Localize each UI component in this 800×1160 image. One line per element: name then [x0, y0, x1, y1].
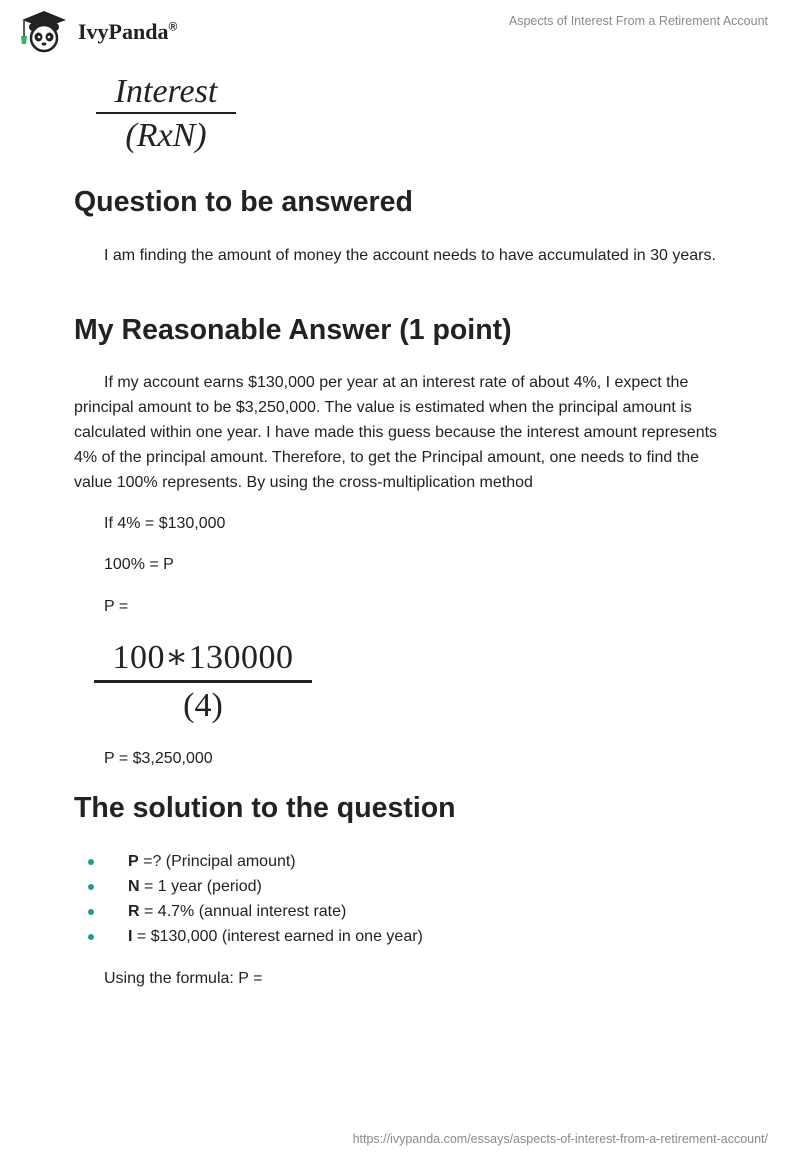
formula-denominator: (4) [183, 686, 223, 724]
bullet-icon [88, 859, 94, 865]
document-title: Aspects of Interest From a Retirement Account [508, 14, 768, 28]
panda-graduate-icon [14, 8, 72, 54]
logo-wordmark: IvyPanda® [78, 19, 178, 44]
list-item: P =? (Principal amount) [88, 849, 423, 874]
variable-list [88, 849, 423, 949]
section-heading-question: Question to be answered [74, 186, 413, 218]
equation-line-1: If 4% = $130,000 [104, 515, 226, 532]
source-url[interactable]: https://ivypanda.com/essays/aspects-of-interest-from-a-retirement-account/ [352, 1132, 768, 1146]
principal-formula [94, 638, 312, 729]
list-item: I = $130,000 (interest earned in one year) [88, 924, 423, 949]
interest-rate-formula [94, 72, 238, 158]
section-heading-solution: The solution to the question [74, 792, 456, 824]
page-header [0, 0, 800, 60]
equation-line-3: P = [104, 598, 129, 615]
principal-result: P = $3,250,000 [104, 750, 213, 767]
bullet-icon [88, 884, 94, 890]
formula-numerator: 100∗130000 [112, 639, 294, 676]
ivypanda-logo[interactable] [14, 8, 177, 54]
formula-denominator: (RxN) [125, 117, 207, 154]
answer-paragraph: If my account earns $130,000 per year at an interest rate of about 4%, I expect the principal amount to be $3,250,000. The value is estimated when the principal amount is calculated within one year. I have made this guess because the interest amount represents 4% of the principal amount. Therefore, to get the Principal amount, one needs to find the value 100% represents. By using the cross-multiplication method [74, 374, 718, 491]
question-paragraph: I am finding the amount of money the account needs to have accumulated in 30 years. [104, 247, 716, 264]
section-heading-answer: My Reasonable Answer (1 point) [74, 314, 512, 346]
formula-intro-line: Using the formula: P = [104, 970, 263, 987]
formula-numerator: Interest [114, 73, 218, 110]
bullet-icon [88, 909, 94, 915]
list-item: N = 1 year (period) [88, 874, 423, 899]
list-item: R = 4.7% (annual interest rate) [88, 899, 423, 924]
bullet-icon [88, 934, 94, 940]
equation-line-2: 100% = P [104, 556, 174, 573]
